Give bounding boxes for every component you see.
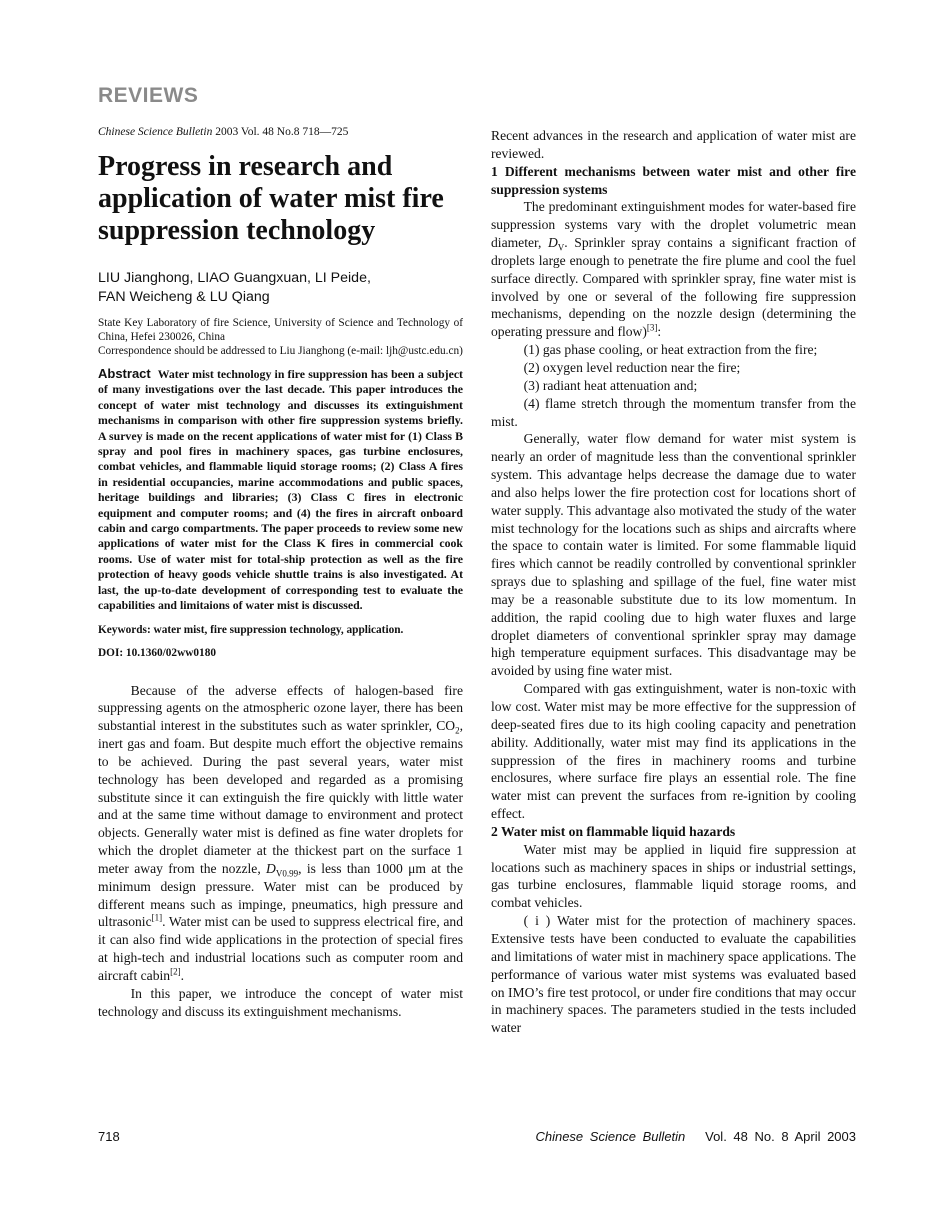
text-run: . <box>180 968 184 983</box>
citation-details: 2003 Vol. 48 No.8 718—725 <box>212 126 349 138</box>
machinery-spaces-paragraph: ( i ) Water mist for the protection of machinery spaces. Extensive tests have been conducted to evaluate the capabilities and limitations of water mist in machinery space applications. The performance of various water mist systems was evaluated based on IMO’s fire test protocol, or under fire conditions that may occur in machinery spaces. The parameters studied in the tests included water <box>491 913 856 1036</box>
symbol: D <box>266 860 276 876</box>
text-run: : <box>657 324 662 340</box>
abstract <box>98 366 463 614</box>
liquid-hazards-paragraph: Water mist may be applied in liquid fire suppression at locations such as machinery spaces in ships or industrial settings, gas turbine enclosures, flammable liquid storage rooms, and combat vehicles. <box>491 841 856 911</box>
section-heading-2: 2 Water mist on flammable liquid hazards <box>491 823 736 839</box>
text-run: Because of the adverse effects of halogen-based fire suppressing agents on the atmospheric ozone layer, there has been substantial interest in the substitutes such as water sprinkler, CO <box>98 682 463 734</box>
citation-journal: Chinese Science Bulletin <box>98 126 213 138</box>
author-list <box>98 269 463 307</box>
right-column <box>491 127 856 1037</box>
intro-paragraph-1 <box>98 682 463 985</box>
page-number: 718 <box>98 1129 120 1144</box>
reference-1[interactable]: [1] <box>151 912 163 923</box>
doi: DOI: 10.1360/02ww0180 <box>98 646 216 659</box>
correspondence-note: Correspondence should be addressed to Liu Jianghong (e-mail: ljh@ustc.edu.cn) <box>98 345 463 357</box>
affiliation-block <box>98 316 463 358</box>
water-demand-paragraph: Generally, water flow demand for water mist system is nearly an order of magnitude less than the conventional sprinkler system. This advantage helps decrease the damage due to water and also helps lower the fire protection cost for locations short of water supply. This advantage also motivated the study of the water mist technology for the locations such as ships and aircrafts where the space to contain water is limited. For some flammable liquid fires which cannot be readily controlled by conventional sprinkler sprays due to splashing and spillage of the fuel, fine water mist may be a reasonable substitute due to its low momentum. In addition, the rapid cooling due to high water fluxes and large droplet diameters of conventional sprinkler spray may damage high temperature equipment surfaces. This disadvantage may be avoided by using fine water mist. <box>491 431 856 679</box>
list-item-4: (4) flame stretch through the momentum transfer from the mist. <box>491 395 856 429</box>
list-item-1: (1) gas phase cooling, or heat extraction from the fire; <box>523 342 818 358</box>
footer-journal: Chinese Science Bulletin <box>535 1129 686 1144</box>
authors-line-2: FAN Weicheng & LU Qiang <box>98 289 270 305</box>
reference-3[interactable]: [3] <box>646 322 658 333</box>
keywords: Keywords: water mist, fire suppression technology, application. <box>98 623 404 636</box>
intro-paragraph-continued: Recent advances in the research and application of water mist are reviewed. <box>491 128 856 161</box>
left-column <box>98 125 463 1021</box>
gas-comparison-paragraph: Compared with gas extinguishment, water is non-toxic with low cost. Water mist may be more effective for the suppression of deep-seated fires due to its high cooling capacity and penetration ability. Additionally, water mist may find its applications in the suppression of the fires in machinery rooms and turbine enclosures, where surface fire plays an essential role. The fine water mist can prevent the surfaces from re-ignition by cooling effect. <box>491 681 856 822</box>
citation-line <box>98 125 463 139</box>
text-run: , inert gas and foam. But despite much effort the objective remains to be achieved. During the past several years, water mist technology has been developed and regarded as a promising substitute since it can extinguish the fire quickly with little water and at the same time without damage to environment and protect objects. Generally water mist is defined as fine water droplets for which the droplet diameter at the thickest part on the surface 1 meter away from the nozzle, <box>98 718 463 876</box>
section-heading-1: 1 Different mechanisms between water mist and other fire suppression systems <box>491 163 856 197</box>
section-label: REVIEWS <box>98 84 199 107</box>
mechanisms-paragraph <box>491 198 856 341</box>
symbol: D <box>547 235 558 251</box>
footer-issue: Vol. 48 No. 8 April 2003 <box>705 1129 856 1144</box>
authors-line-1: LIU Jianghong, LIAO Guangxuan, LI Peide, <box>98 270 371 286</box>
article-title: Progress in research and application of water mist fire suppression technology <box>98 151 444 246</box>
subscript: V <box>557 242 565 253</box>
text-run: . Water mist can be used to suppress electrical fire, and it can also find wide applications in the protection of special fires at high-tech and industrial locations such as computer room and aircraft cabin <box>98 914 463 983</box>
abstract-text: Water mist technology in fire suppression has been a subject of many investigations over the last decade. This paper introduces the concept of water mist technology and discusses its extinguishment mechanisms in comparison with other fire suppression systems briefly. A survey is made on the recent applications of water mist for (1) Class B spray and pool fires in machinery spaces, gas turbine enclosures, combat vehicles, and flammable liquid storage rooms; (2) Class A fires in residential occupancies, marine accommodations and public spaces, heritage buildings and libraries; (3) Class C fires in electronic equipment and computer rooms; and (4) the fires in aircraft onboard cabin and cargo compartments. The paper proceeds to review some new applications of water mist for the Class K fires in commercial cook rooms. Use of water mist for total-ship protection as well as the fire protection of heavy goods vehicle shuttle trains is also investigated. At last, the up-to-date development of corresponding test to evaluate the capabilities and limitaions of water mist is discussed. <box>98 367 463 613</box>
text-run: The predominant extinguishment modes for water-based fire suppression systems vary with the droplet volumetric mean diameter, <box>491 199 856 251</box>
text-run: , is less than 1000 μm at the minimum design pressure. Water mist can be produced by different means such as impinge, pneumatics, high pressure and ultrasonic <box>98 860 463 930</box>
subscript: V0.99 <box>275 868 299 879</box>
reference-2[interactable]: [2] <box>170 966 181 977</box>
list-item-3: (3) radiant heat attenuation and; <box>523 377 698 393</box>
list-item-2: (2) oxygen level reduction near the fire; <box>523 359 741 375</box>
footer-journal-info <box>535 1129 856 1144</box>
text-run: . Sprinkler spray contains a significant fraction of droplets large enough to penetrate the fire plume and cool the fuel surface directly. Compared with sprinkler spray, fine water mist is involved by one or several of the following fire suppression mechanisms, depending on the nozzle design (determining the operating pressure and flow) <box>491 235 856 340</box>
subscript: 2 <box>455 725 460 736</box>
abstract-label: Abstract <box>98 366 151 381</box>
intro-paragraph-2: In this paper, we introduce the concept of water mist technology and discuss its extinguishment mechanisms. <box>98 985 463 1019</box>
affiliation-lab: State Key Laboratory of fire Science, University of Science and Technology of China, Hefei 230026, China <box>98 317 463 343</box>
